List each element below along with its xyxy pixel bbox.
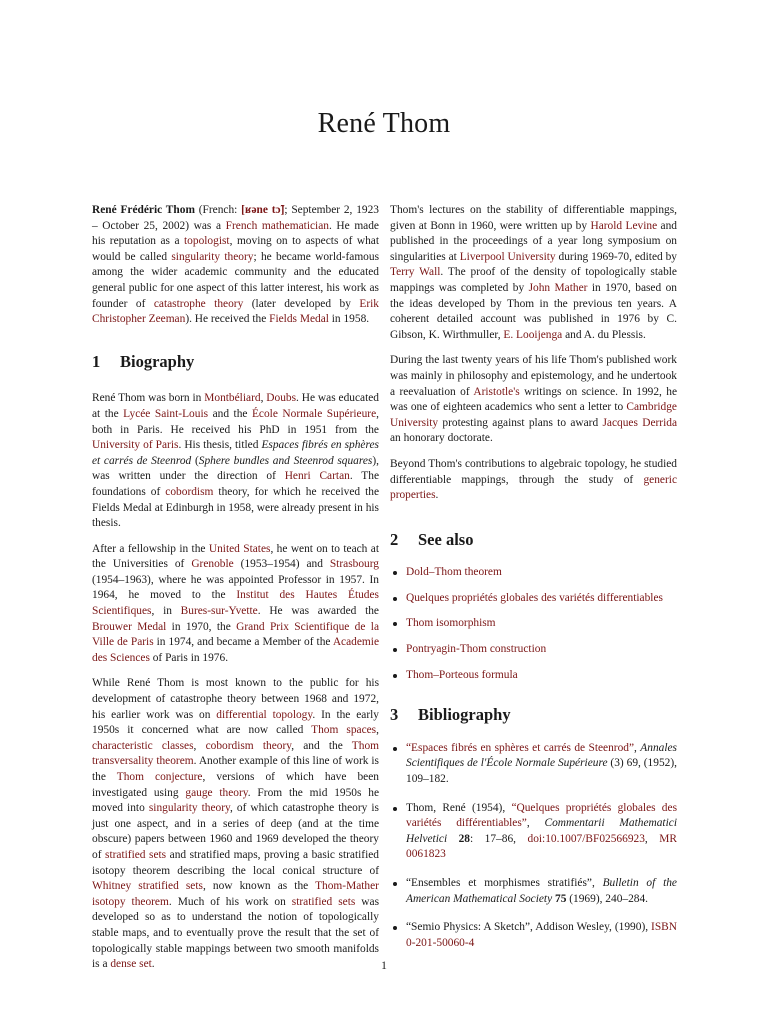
section-number: 3 [390,705,399,725]
ipa-link[interactable]: [ʁəne tɔ̃] [241,204,285,216]
link-stratified-sets[interactable]: stratified sets [105,848,167,861]
link-mr[interactable]: MR 0061823 [406,832,677,861]
link-quelques-proprietes-globales[interactable]: “Quelques propriétés globales des variétés différentiables” [406,801,677,830]
link-strasbourg[interactable]: Strasbourg [329,558,379,571]
section-title: See also [418,529,474,549]
link-dense-set[interactable]: dense set [110,958,152,971]
see-also-list [390,565,677,683]
link-academie-des-sciences[interactable]: Academie des Sciences [92,636,379,664]
link-cobordism-theory[interactable]: cobordism theory [205,739,292,752]
section-title: Bibliography [418,705,511,725]
link-stratified-sets-2[interactable]: stratified sets [291,895,356,908]
page-title: René Thom [317,108,451,139]
biography-paragraph-6: Beyond Thom's contributions to algebraic topology, he studied differentiable mappings, through the study of generic properties. [390,457,677,502]
link-french[interactable]: French [225,219,258,232]
link-thom-conjecture[interactable]: Thom conjecture [116,771,203,783]
link-catastrophe-theory[interactable]: catastrophe theory [153,297,244,310]
intro-paragraph: René Frédéric Thom (French: [ʁəne tɔ̃]; September 2, 1923 – October 25, 2002) was a French mathematician. He made his reputation as a topologist, moving on to aspects of what would be called singularity theory; he became world-famous among the wider academic community and the educated general public for one aspect of this latter interest, his work as founder of catastrophe theory (later developed by Erik Christopher Zeeman). He received the Fields Medal in 1958. [92,204,380,326]
link-aristotle[interactable]: Aristotle's [473,385,520,398]
see-also-item [390,591,677,607]
link-differential-topology[interactable]: differential topology [216,708,313,721]
subject-name: René Frédéric Thom [92,204,195,216]
section-title: Biography [120,351,195,371]
bibliography-item: Thom, René (1954), “Quelques propriétés globales des variétés différentiables”, Commentarii Mathematici Helvetici 28: 17–86, doi:10.1007/BF02566923, MR 0061823 [390,801,677,863]
link-thom-transversality-theorem[interactable]: Thom transversality theorem [92,739,380,768]
bibliography-item: “Semio Physics: A Sketch”, Addison Wesley, (1990), ISBN 0-201-50060-4 [390,920,677,951]
link-cobordism[interactable]: cobordism [165,485,214,498]
link-quelques-proprietes[interactable]: Quelques propriétés globales des variétés differentiables [406,591,663,604]
link-united-states[interactable]: United States [208,542,271,555]
link-looijenga[interactable]: E. Looijenga [503,328,563,341]
link-doubs[interactable]: Doubs [266,392,297,405]
see-also-item [390,642,677,658]
link-harold-levine[interactable]: Harold Levine [590,219,658,232]
section-number: 2 [390,529,399,549]
section-heading-bibliography [390,707,677,723]
link-jacques-derrida[interactable]: Jacques Derrida [602,416,677,429]
link-terry-wall[interactable]: Terry Wall [390,266,441,279]
page-number: 1 [381,960,387,972]
link-john-mather[interactable]: John Mather [528,281,588,294]
link-doi[interactable]: doi:10.1007/BF02566923 [527,832,645,845]
link-ens[interactable]: École Normale Supérieure [251,407,377,420]
bibliography-list [390,741,677,952]
link-generic-properties[interactable]: generic properties [390,473,677,502]
see-also-item [390,565,677,581]
link-dold-thom-theorem[interactable]: Dold–Thom theorem [406,566,502,579]
see-also-item [390,668,677,684]
biography-paragraph-5: During the last twenty years of his life Thom's published work was mainly in philosophy and epistemology, and he undertook a reevaluation of Aristotle's writings on science. In 1992, he was one of eighteen academics who sent a letter to Cambridge University protesting against plans to award Jacques Derrida an honorary doctorate. [390,354,678,445]
link-thom-spaces[interactable]: Thom spaces [311,724,377,737]
biography-paragraph-2: After a fellowship in the United States, he went on to teach at the Universities of Grenoble (1953–1954) and Strasbourg (1954–1963), where he was appointed Professor in 1957. In 1964, he moved to the Institut des Hautes Études Scientifiques, in Bures-sur-Yvette. He was awarded the Brouwer Medal in 1970, the Grand Prix Scientifique de la Ville de Paris in 1974, and became a Member of the Academie des Sciences of Paris in 1976. [92,542,379,664]
link-isbn[interactable]: ISBN 0-201-50060-4 [406,921,677,949]
link-grenoble[interactable]: Grenoble [191,558,234,571]
link-thom-mather-isotopy-theorem[interactable]: Thom-Mather isotopy theorem [92,880,379,908]
section-heading-biography [92,351,379,371]
link-university-of-paris[interactable]: University of Paris [92,439,179,452]
link-pontryagin-thom-construction[interactable]: Pontryagin-Thom construction [406,643,547,656]
link-zeeman[interactable]: Erik Christopher Zeeman [92,297,379,326]
link-thom-isomorphism[interactable]: Thom isomorphism [406,617,496,630]
section-number: 1 [92,351,101,371]
biography-paragraph-4: Thom's lectures on the stability of differentiable mappings, given at Bonn in 1960, were written up by Harold Levine and published in the proceedings of a year long symposium on singularities at Liverpool University during 1969-70, edited by Terry Wall. The proof of the density of topologically stable mappings was completed by John Mather in 1970, based on the ideas developed by Thom in the previous ten years. A coherent detailed account was published in 1976 by C. Gibson, K. Wirthmuller, E. Looijenga and A. du Plessis. [390,204,678,341]
biography-paragraph-1: René Thom was born in Montbéliard, Doubs. He was educated at the Lycée Saint-Louis and the École Normale Supérieure, both in Paris. He received his PhD in 1951 from the University of Paris. His thesis, titled Espaces fibrés en sphères et carrés de Steenrod (Sphere bundles and Steenrod squares), was written under the direction of Henri Cartan. The foundations of cobordism theory, for which he received the Fields Medal at Edinburgh in 1958, were already present in his thesis. [92,392,380,530]
link-singularity-theory-2[interactable]: singularity theory [148,802,230,815]
link-bures-sur-yvette[interactable]: Bures-sur-Yvette [180,605,258,618]
link-mathematician[interactable]: mathematician [261,219,329,232]
link-characteristic-classes[interactable]: characteristic classes [92,739,194,752]
link-ihes[interactable]: Institut des Hautes Études Scientifiques [92,589,379,618]
section-heading-see-also [390,529,677,549]
link-liverpool-university[interactable]: Liverpool University [459,250,556,263]
link-topologist[interactable]: topologist [184,235,230,248]
link-montbeliard[interactable]: Montbéliard [204,392,261,405]
biography-paragraph-3: While René Thom is most known to the public for his development of catastrophe theory between 1968 and 1972, his earlier work was on differential topology. In the early 1950s it concerned what are now called Thom spaces, characteristic classes, cobordism theory, and the Thom transversality theorem. Another example of this line of work is the Thom conjecture, versions of which have been investigated using gauge theory. From the mid 1950s he moved into singularity theory, of which catastrophe theory is just one aspect, and in a series of deep (and at the time obscure) papers between 1960 and 1969 developed the theory of stratified sets and stratified maps, proving a basic stratified isotopy theorem describing the local conical structure of Whitney stratified sets, now known as the Thom-Mather isotopy theorem. Much of his work on stratified sets was developed so as to understand the notion of topologically stable maps, and to eventually prove the result that the set of topologically stable mappings between two smooth manifolds is a dense set. [92,677,380,971]
left-column [92,203,379,983]
right-column [390,203,677,964]
link-whitney-stratified-sets[interactable]: Whitney stratified sets [92,880,203,893]
bibliography-item: “Espaces fibrés en sphères et carrés de Steenrod”, Annales Scientifiques de l'École Normale Supérieure (3) 69, (1952), 109–182. [390,741,677,788]
link-espaces-fibres[interactable]: “Espaces fibrés en sphères et carrés de Steenrod” [406,741,635,754]
link-lycee-saint-louis[interactable]: Lycée Saint-Louis [123,407,209,420]
link-thom-porteous-formula[interactable]: Thom–Porteous formula [406,668,518,681]
link-henri-cartan[interactable]: Henri Cartan [284,470,350,483]
link-cambridge-university[interactable]: Cambridge University [390,401,677,429]
see-also-item [390,616,677,632]
bibliography-item: “Ensembles et morphismes stratifiés”, Bulletin of the American Mathematical Society 75 (1969), 240–284. [390,876,677,907]
link-fields-medal[interactable]: Fields Medal [269,313,329,326]
link-gauge-theory[interactable]: gauge theory [185,786,248,799]
link-grand-prix[interactable]: Grand Prix Scientifique de la Ville de Paris [92,620,379,649]
link-singularity-theory[interactable]: singularity theory [171,250,254,263]
link-brouwer-medal[interactable]: Brouwer Medal [92,620,167,633]
